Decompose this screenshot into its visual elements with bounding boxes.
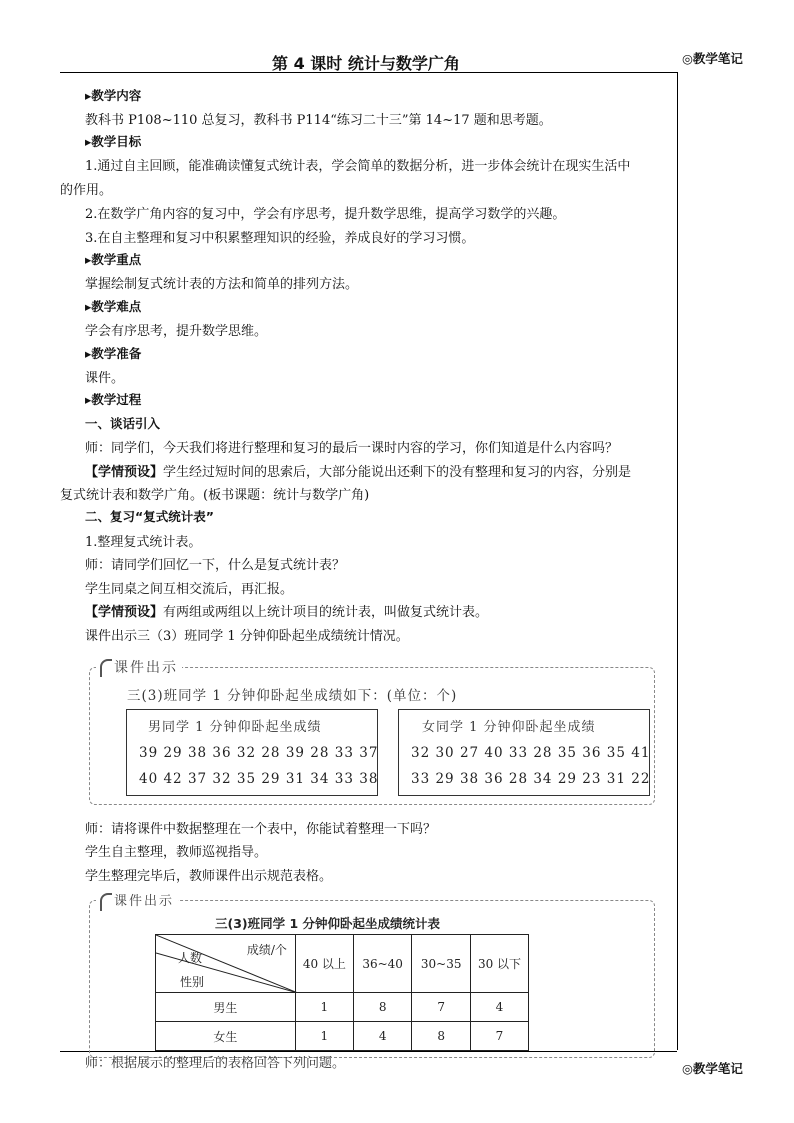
paragraph-4: 师：请同学们回忆一下，什么是复式统计表？ [85, 558, 346, 573]
table-row [156, 1022, 529, 1051]
content-heading: ▸教学内容 [85, 88, 142, 103]
process-heading: ▸教学过程 [85, 392, 142, 407]
table-cell: 1 [295, 1022, 353, 1051]
courseware-caption: 三(3)班同学 1 分钟仰卧起坐成绩如下：(单位：个) [127, 688, 458, 704]
paragraph-8: 师：请将课件中数据整理在一个表中，你能试着整理一下吗？ [85, 822, 437, 837]
stat-table-title: 三(3)班同学 1 分钟仰卧起坐成绩统计表 [215, 916, 441, 931]
stat-table [155, 934, 529, 1051]
goal-1a: 1.通过自主回顾，能准确读懂复式统计表，学会简单的数据分析，进一步体会统计在现实生活中 [85, 159, 631, 174]
col-header: 30~35 [412, 935, 471, 993]
paragraph-10: 学生整理完毕后，教师课件出示规范表格。 [85, 869, 333, 884]
prep-heading: ▸教学准备 [85, 346, 142, 361]
goal-2: 2.在数学广角内容的复习中，学会有序思考，提升数学思维，提高学习数学的兴趣。 [85, 207, 566, 222]
boys-row-2: 40 42 37 32 35 29 31 34 33 38 [139, 771, 379, 787]
row-label: 女生 [156, 1022, 296, 1051]
paragraph-11: 师：根据展示的整理后的表格回答下列问题。 [85, 1056, 346, 1071]
row-label: 男生 [156, 993, 296, 1022]
key-heading: ▸教学重点 [85, 252, 142, 267]
table-cell: 8 [412, 1022, 471, 1051]
courseware-tag-1: 课件出示 [96, 657, 182, 677]
margin-divider [677, 72, 678, 1050]
table-row [156, 993, 529, 1022]
side-note-bottom: ◎教学笔记 [682, 1061, 743, 1076]
prep-text: 课件。 [85, 371, 125, 386]
difficulty-heading: ▸教学难点 [85, 299, 142, 314]
part2-heading: 二、复习“复式统计表” [85, 509, 214, 524]
difficulty-text: 学会有序思考，提升数学思维。 [85, 324, 268, 339]
paragraph-2a: 【学情预设】学生经过短时间的思索后，大部分能说出还剩下的没有整理和复习的内容，分别是 [85, 465, 632, 480]
paragraph-9: 学生自主整理，教师巡视指导。 [85, 845, 268, 860]
paragraph-2b: 复式统计表和数学广角。(板书课题：统计与数学广角) [60, 488, 370, 503]
girls-score-title: 女同学 1 分钟仰卧起坐成绩 [422, 720, 596, 735]
page-title: 第 4 课时 统计与数学广角 [272, 54, 460, 73]
col-header: 30 以下 [471, 935, 529, 993]
girls-row-1: 32 30 27 40 33 28 35 36 35 41 [411, 745, 651, 761]
goal-3: 3.在自主整理和复习中积累整理知识的经验，养成良好的学习习惯。 [85, 231, 475, 246]
col-header: 40 以上 [295, 935, 353, 993]
key-text: 掌握绘制复式统计表的方法和简单的排列方法。 [85, 277, 359, 292]
corner-bottom: 性别 [180, 975, 205, 989]
boys-score-title: 男同学 1 分钟仰卧起坐成绩 [148, 720, 322, 735]
table-cell: 7 [471, 1022, 529, 1051]
girls-row-2: 33 29 38 36 28 34 29 23 31 22 [411, 771, 651, 787]
paragraph-7: 课件出示三（3）班同学 1 分钟仰卧起坐成绩统计情况。 [85, 629, 409, 644]
preset-tag: 【学情预设】 [85, 605, 164, 620]
paragraph-5: 学生同桌之间互相交流后，再汇报。 [85, 582, 294, 597]
boys-row-1: 39 29 38 36 32 28 39 28 33 37 [139, 745, 379, 761]
table-cell: 4 [353, 1022, 412, 1051]
content-text: 教科书 P108~110 总复习，教科书 P114“练习二十三”第 14~17 题和思考题。 [85, 113, 552, 128]
goal-1b: 的作用。 [60, 183, 113, 198]
preset-tag: 【学情预设】 [85, 465, 164, 480]
corner-cell [156, 935, 296, 993]
corner-top: 成绩/个 [246, 943, 287, 957]
courseware-tag-2: 课件出示 [96, 890, 178, 911]
paragraph-6: 【学情预设】有两组或两组以上统计项目的统计表，叫做复式统计表。 [85, 605, 489, 620]
paragraph-3: 1.整理复式统计表。 [85, 535, 202, 550]
table-cell: 4 [471, 993, 529, 1022]
goals-heading: ▸教学目标 [85, 134, 142, 149]
paragraph-1: 师：同学们，今天我们将进行整理和复习的最后一课时内容的学习，你们知道是什么内容吗？ [85, 441, 619, 456]
col-header: 36~40 [353, 935, 412, 993]
table-cell: 1 [295, 993, 353, 1022]
table-cell: 8 [353, 993, 412, 1022]
corner-mid: 人数 [178, 951, 203, 965]
part1-heading: 一、谈话引入 [85, 416, 161, 431]
table-cell: 7 [412, 993, 471, 1022]
side-note-top: ◎教学笔记 [682, 51, 743, 66]
